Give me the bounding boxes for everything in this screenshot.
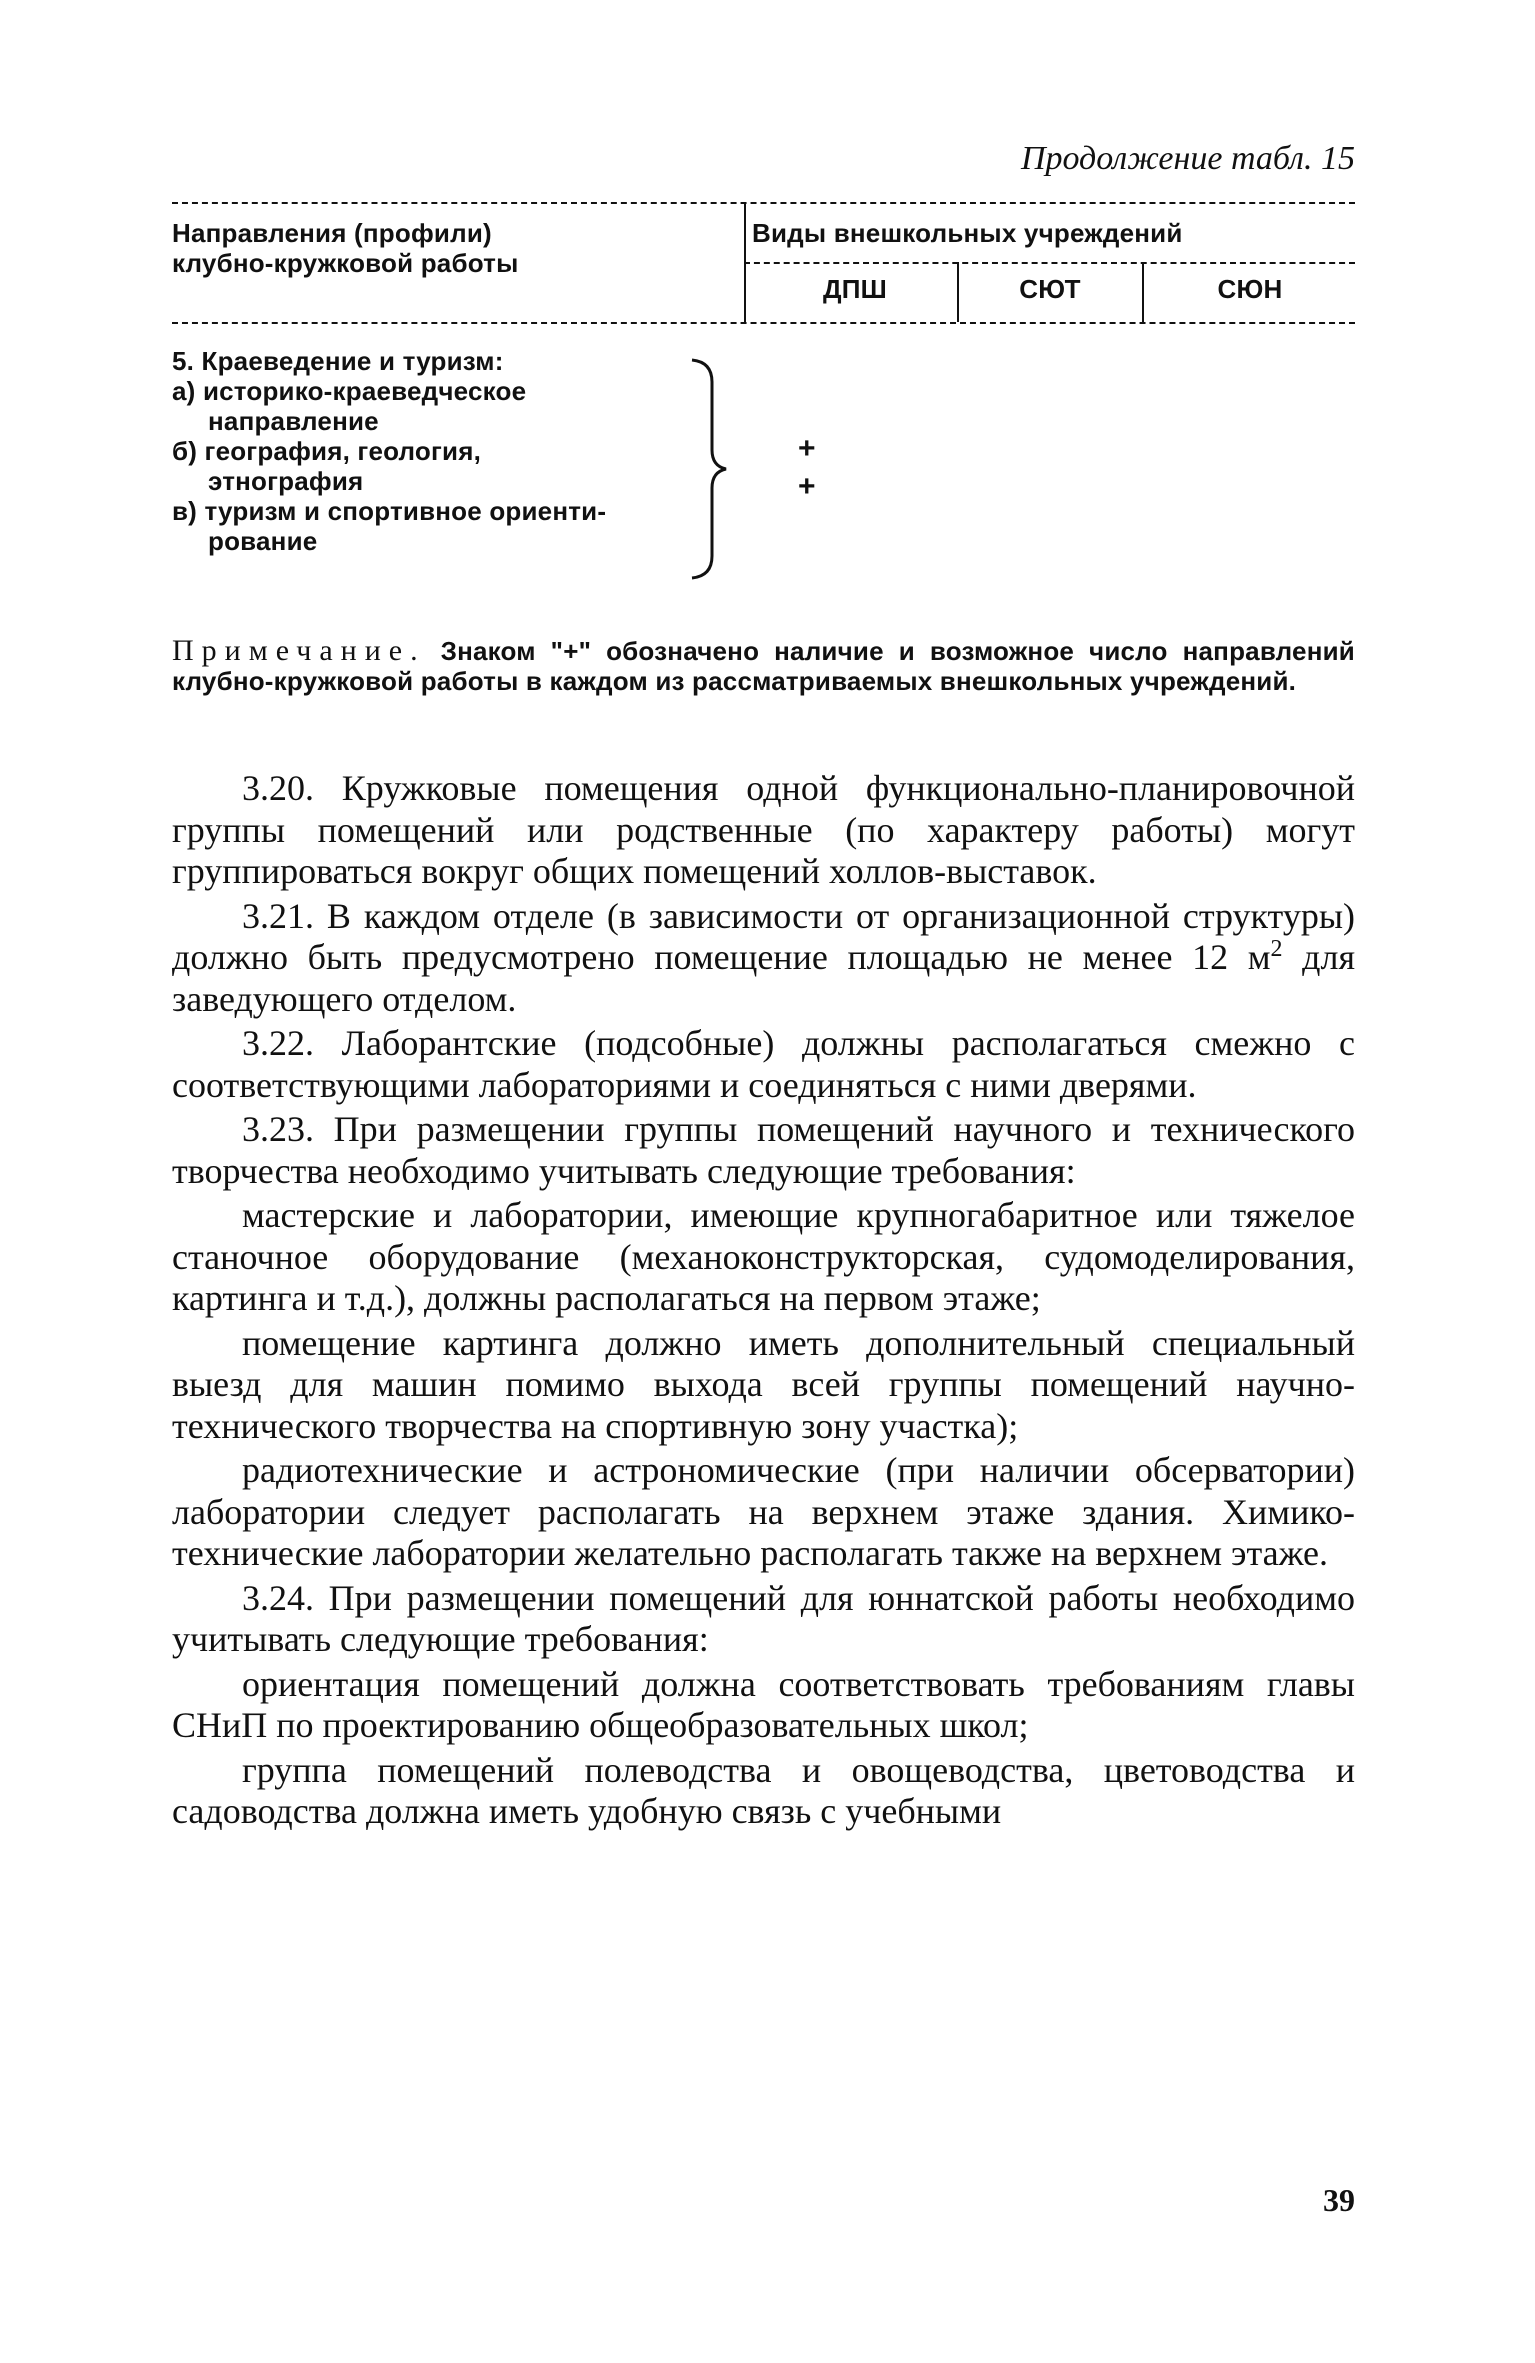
subheader-rule — [744, 262, 1355, 264]
table-row-line: а) историко-краеведческое — [172, 376, 527, 406]
right-brace-icon — [690, 358, 730, 580]
column-divider — [744, 202, 746, 322]
table-header-direction — [172, 218, 732, 278]
paragraph: помещение картинга должно иметь дополнительный специальный выезд для машин помимо выхода всей группы помещений научно-технического творчества на спортивную зону участка); — [172, 1322, 1355, 1446]
table-row-line: б) география, геология, — [172, 436, 482, 466]
paragraph: 3.22. Лаборантские (подсобные) должны располагаться смежно с соответствующими лабораториями и соединяться с ними дверями. — [172, 1023, 1355, 1105]
paragraph: группа помещений полеводства и овощеводства, цветоводства и садоводства должна иметь удобную связь с учебными — [172, 1749, 1355, 1831]
subheader-syun: СЮН — [1217, 274, 1283, 304]
plus-mark: + — [798, 470, 816, 503]
paragraph: мастерские и лаборатории, имеющие крупногабаритное или тяжелое станочное оборудование (механоконструкторская, судомоделирования, картинга и т.д.), должны располагаться на первом этаже; — [172, 1195, 1355, 1318]
superscript: 2 — [1270, 936, 1283, 962]
table-note — [172, 636, 1355, 696]
table-row-line: рование — [208, 526, 318, 556]
paragraph-text: для заведующего отделом. — [172, 937, 1355, 1019]
table-header-rule — [172, 322, 1355, 324]
note-text: Знаком "+" обозначено наличие и возможное число направлений клубно-кружковой работы в каждом из рассматриваемых внешкольных учреждений. — [172, 636, 1355, 696]
paragraph: 3.24. При размещении помещений для юннатской работы необходимо учитывать следующие требования: — [172, 1577, 1355, 1659]
page-number: 39 — [1323, 2182, 1355, 2218]
paragraph: 3.23. При размещении группы помещений научного и технического творчества необходимо учитывать следующие требования: — [172, 1109, 1355, 1191]
note-label: Примечание. — [172, 634, 426, 667]
group-title: 5. Краеведение и туризм: — [172, 346, 504, 376]
paragraph-text: 3.21. В каждом отделе (в зависимости от организационной структуры) должно быть предусмотрено помещение площадью не менее 12 м — [172, 895, 1355, 977]
table-header-institutions: Виды внешкольных учреждений — [752, 218, 1183, 248]
header-line: клубно-кружковой работы — [172, 248, 519, 278]
paragraph: радиотехнические и астрономические (при наличии обсерватории) лаборатории следует располагать на верхнем этаже здания. Химико-технические лаборатории желательно располагать также на верхнем этаже. — [172, 1450, 1355, 1573]
plus-mark: + — [798, 432, 816, 465]
table-continuation-label: Продолжение табл. 15 — [1020, 140, 1355, 177]
paragraph: 3.20. Кружковые помещения одной функционально-планировочной группы помещений или родственные (по характеру работы) могут группироваться вокруг общих помещений холлов-выставок. — [172, 768, 1355, 891]
table-top-rule — [172, 202, 1355, 204]
subheader-syut: СЮТ — [1019, 274, 1081, 304]
subheader-dpsh: ДПШ — [823, 274, 887, 304]
header-line: Направления (профили) — [172, 218, 492, 248]
body-text — [172, 768, 1355, 1833]
paragraph: ориентация помещений должна соответствовать требованиям главы СНиП по проектированию общеобразовательных школ; — [172, 1663, 1355, 1745]
table-row-line: в) туризм и спортивное ориенти- — [172, 496, 607, 526]
table-row-line: этнография — [208, 466, 364, 496]
paragraph — [172, 896, 1355, 1021]
table-body — [172, 346, 732, 556]
table-row-line: направление — [208, 406, 379, 436]
